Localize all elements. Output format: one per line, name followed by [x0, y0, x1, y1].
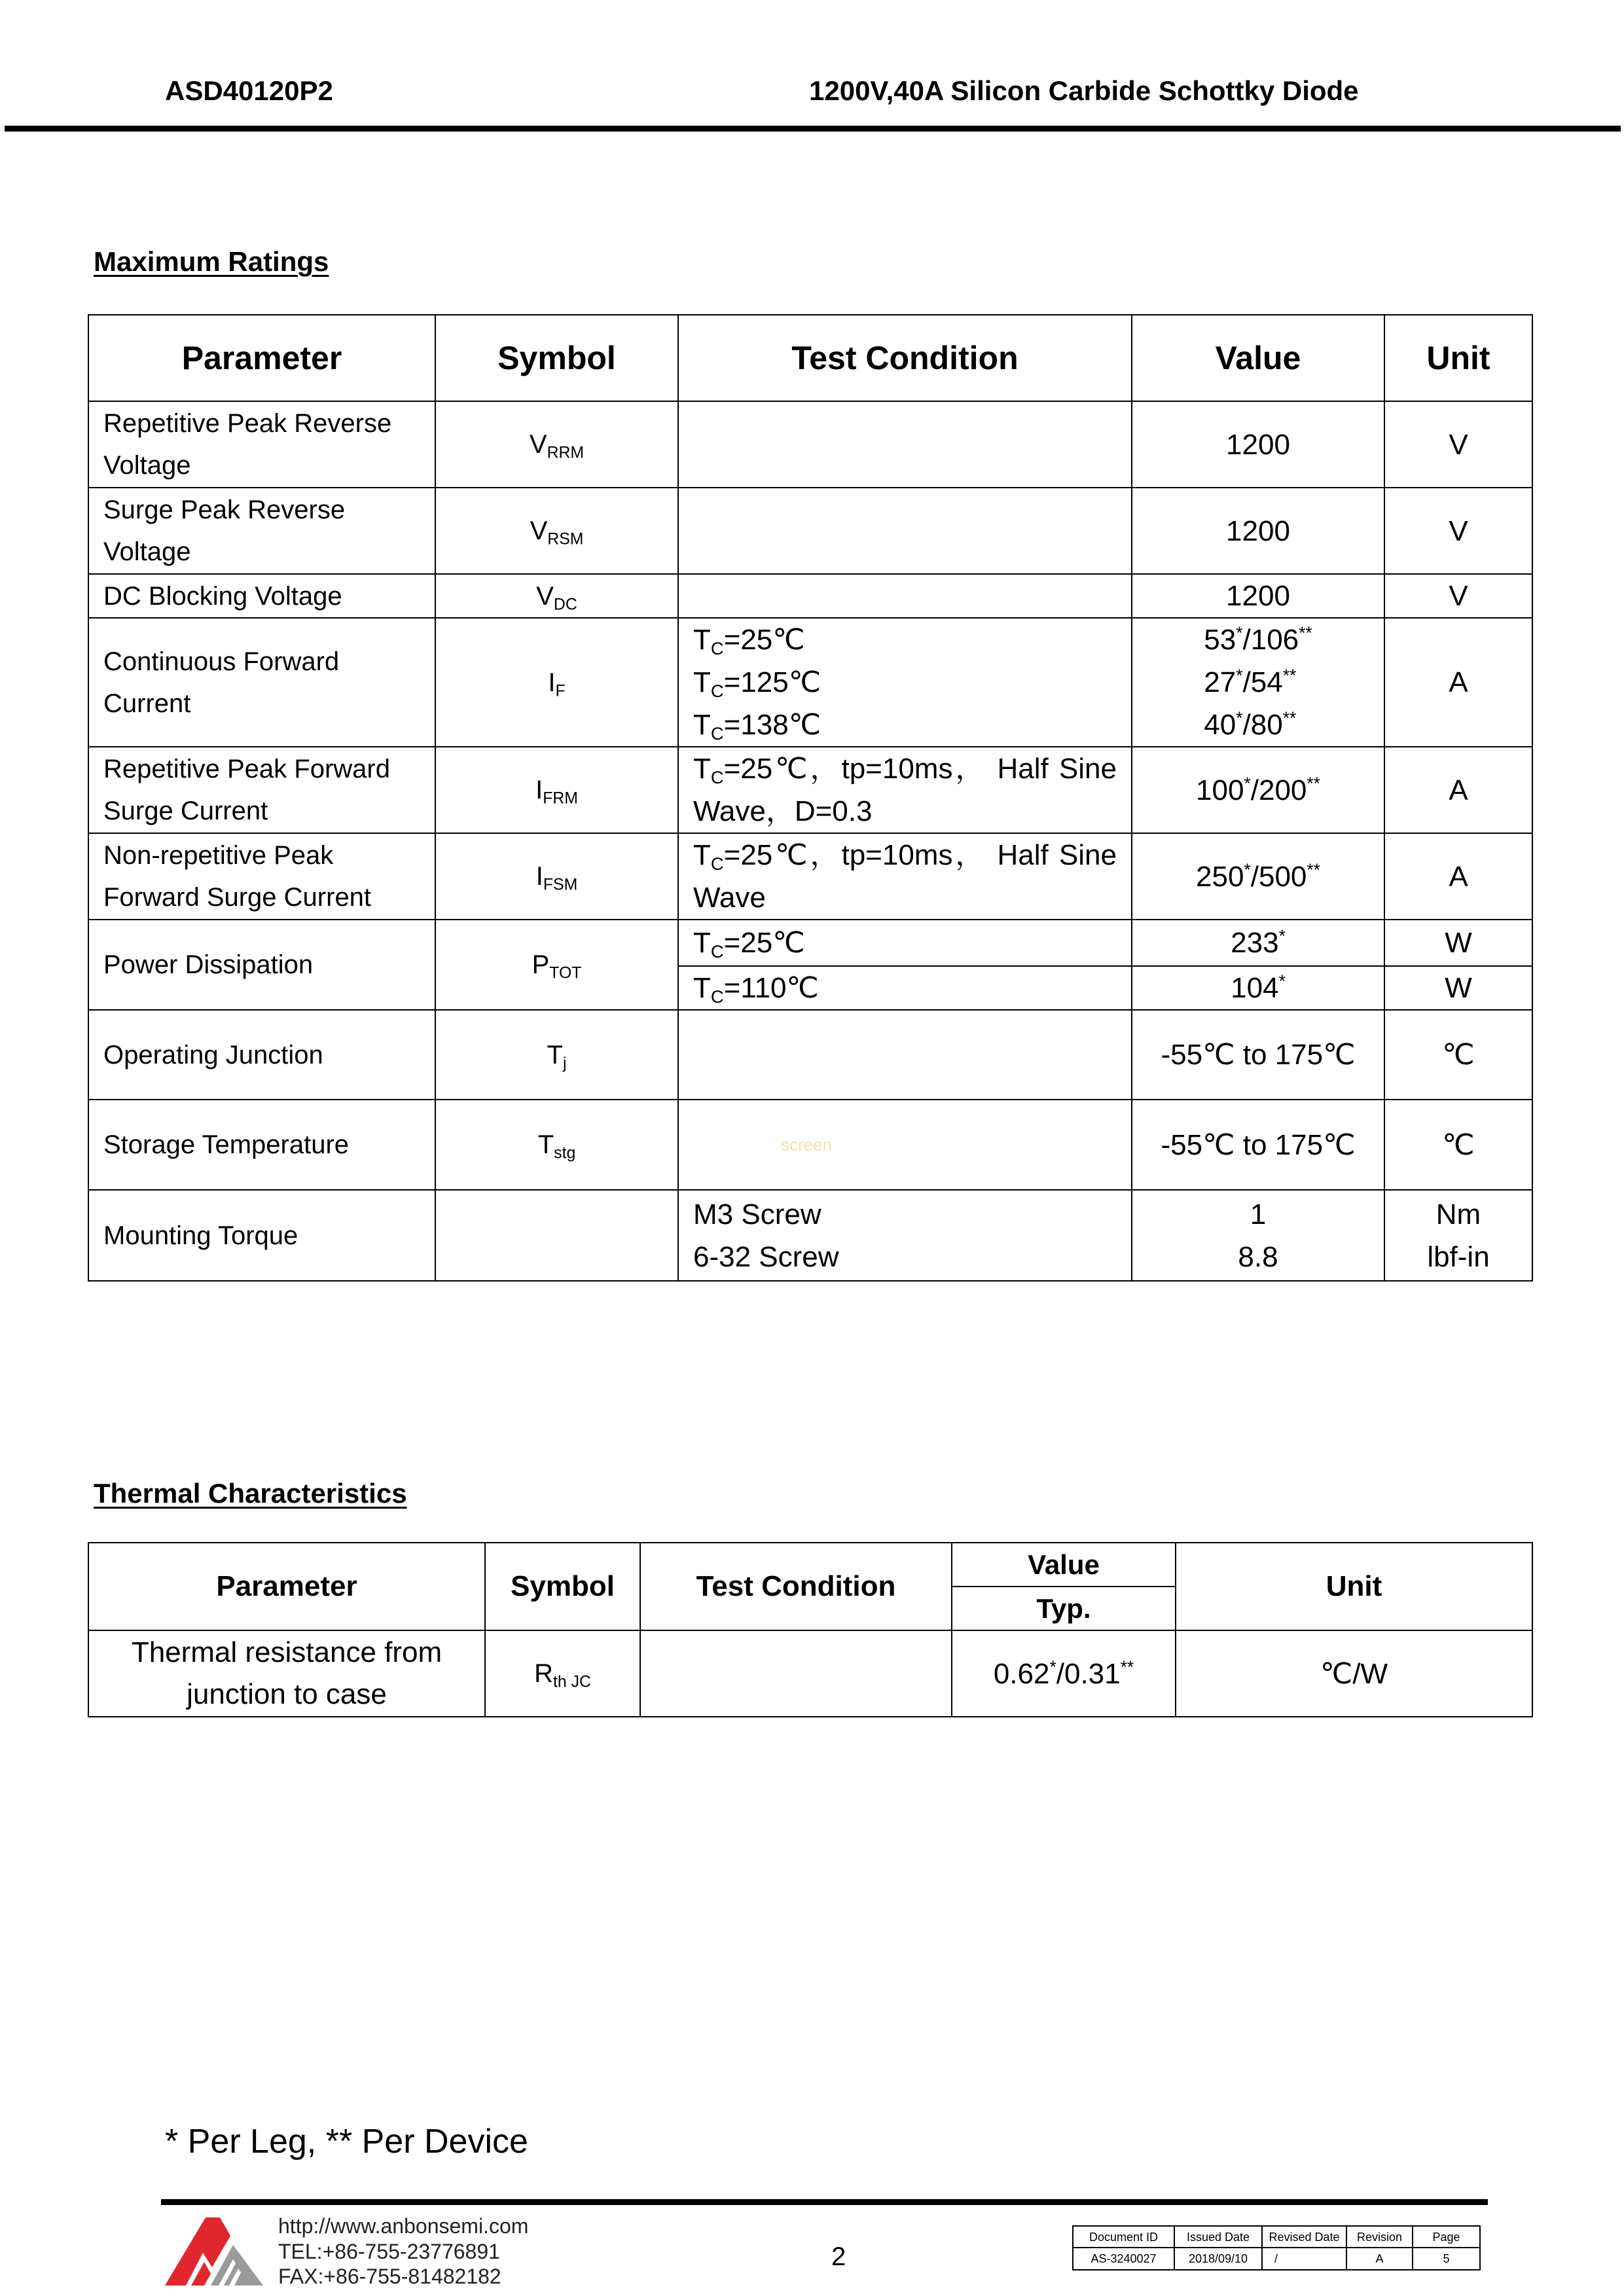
- doc-info-value: AS-3240027: [1073, 2248, 1174, 2270]
- value-cell: [1132, 747, 1384, 833]
- value-text: /200: [1250, 774, 1307, 806]
- condition-text: =25℃，tp=10ms， Half Sine: [723, 839, 1117, 871]
- footer-rule: [161, 2199, 1488, 2205]
- condition-line: 6-32 Screw: [693, 1240, 839, 1273]
- symbol-cell: [435, 1010, 678, 1100]
- symbol-subscript: FRM: [543, 789, 578, 808]
- parameter-text: Forward Surge Current: [103, 883, 372, 912]
- value-cell: -55℃ to 175℃: [1132, 1100, 1384, 1190]
- part-number: ASD40120P2: [165, 75, 333, 106]
- doc-info-value: /: [1262, 2248, 1346, 2270]
- condition-line: [693, 876, 1117, 919]
- unit-cell: V: [1384, 574, 1532, 618]
- condition-subscript: C: [710, 723, 724, 744]
- condition-line: M3 Screw: [693, 1198, 821, 1230]
- table-row: [88, 618, 1532, 747]
- parameter-text: Operating Junction: [103, 1040, 323, 1069]
- table-row: [88, 747, 1532, 833]
- value-text: 250: [1196, 860, 1244, 893]
- value-text: 40: [1204, 709, 1236, 741]
- condition-text: =125℃: [723, 666, 821, 698]
- condition-cell: [678, 1190, 1132, 1281]
- anbon-logo-icon: [165, 2216, 263, 2286]
- unit-cell: [1384, 1190, 1532, 1281]
- condition-cell: [678, 574, 1132, 618]
- condition-subscript: C: [710, 853, 724, 874]
- symbol-main: V: [529, 430, 547, 459]
- doc-info-value-row: [1073, 2248, 1480, 2270]
- value-text: 100: [1196, 774, 1244, 806]
- value-text: /500: [1250, 860, 1307, 893]
- parameter-text: Continuous Forward: [103, 647, 340, 676]
- parameter-cell: [88, 618, 435, 747]
- value-cell: -55℃ to 175℃: [1132, 1010, 1384, 1100]
- parameter-text: Storage Temperature: [103, 1130, 350, 1159]
- symbol-subscript: RRM: [547, 444, 585, 462]
- value-note-mark: *: [1244, 773, 1251, 793]
- table-row: [88, 833, 1532, 920]
- parameter-text: Thermal resistance from: [131, 1636, 442, 1668]
- unit-cell: ℃: [1384, 1010, 1532, 1100]
- parameter-cell: [88, 1010, 435, 1100]
- doc-info-header: Revision: [1346, 2226, 1413, 2248]
- doc-info-value: 5: [1413, 2248, 1480, 2270]
- value-note-mark: *: [1278, 971, 1286, 992]
- symbol-subscript: FSM: [543, 876, 578, 894]
- doc-info-header: Revised Date: [1262, 2226, 1346, 2248]
- col-header-symbol: Symbol: [435, 315, 678, 401]
- symbol-cell: [435, 1190, 678, 1281]
- unit-cell: V: [1384, 488, 1532, 574]
- unit-cell: A: [1384, 618, 1532, 747]
- symbol-subscript: th JC: [553, 1673, 591, 1691]
- condition-cell: [678, 618, 1132, 747]
- condition-cell: [678, 1100, 1132, 1190]
- condition-cell: [678, 920, 1132, 966]
- symbol-subscript: TOT: [549, 964, 582, 982]
- table-row: [88, 1190, 1532, 1281]
- table-row: [88, 920, 1532, 966]
- condition-subscript: C: [710, 986, 724, 1007]
- symbol-cell: [485, 1630, 640, 1717]
- value-note-mark: *: [1236, 666, 1243, 686]
- doc-info-header: Document ID: [1073, 2226, 1174, 2248]
- value-note-mark: *: [1049, 1657, 1056, 1677]
- value-text: 27: [1204, 666, 1236, 698]
- telephone-text: TEL:+86-755-23776891: [278, 2239, 500, 2263]
- header-rule: [5, 126, 1621, 132]
- value-text: 53: [1204, 624, 1236, 656]
- value-cell: [1132, 920, 1384, 966]
- col-header-unit: Unit: [1384, 315, 1532, 401]
- col-header-symbol: Symbol: [485, 1543, 640, 1630]
- table-header-row: [88, 1543, 1532, 1587]
- maximum-ratings-table: [88, 314, 1533, 1282]
- value-line: 1: [1250, 1198, 1267, 1230]
- value-note-mark: *: [1236, 708, 1243, 728]
- value-text: 0.62: [993, 1657, 1050, 1690]
- table-header-row: [88, 315, 1532, 401]
- parameter-cell: [88, 401, 435, 488]
- col-header-typical: Typ.: [952, 1587, 1176, 1630]
- value-line: [1204, 619, 1312, 661]
- symbol-cell: [435, 920, 678, 1010]
- condition-subscript: C: [710, 941, 724, 962]
- table-row: [88, 574, 1532, 618]
- parameter-text: junction to case: [187, 1678, 387, 1710]
- table-row: [88, 1100, 1532, 1190]
- parameter-text: Mounting Torque: [103, 1221, 298, 1250]
- watermark-text: screen: [781, 1134, 833, 1155]
- condition-cell: [678, 966, 1132, 1010]
- parameter-text: Repetitive Peak Forward: [103, 755, 390, 783]
- symbol-cell: [435, 747, 678, 833]
- section-title-maximum-ratings: Maximum Ratings: [94, 246, 329, 277]
- unit-cell: ℃: [1384, 1100, 1532, 1190]
- table-row: [88, 1630, 1532, 1717]
- parameter-text: Power Dissipation: [103, 950, 314, 979]
- value-text: /106: [1242, 624, 1299, 656]
- col-header-test-condition: Test Condition: [640, 1543, 952, 1630]
- value-text: /80: [1242, 709, 1283, 741]
- unit-cell: W: [1384, 966, 1532, 1010]
- symbol-main: I: [535, 776, 543, 804]
- contact-block: [278, 2214, 528, 2289]
- parameter-text: Voltage: [103, 451, 191, 480]
- doc-info-value: A: [1346, 2248, 1413, 2270]
- value-note-mark: *: [1236, 623, 1243, 643]
- value-text: 104: [1231, 972, 1279, 1004]
- document-info-table: [1072, 2225, 1481, 2270]
- table-row: [88, 401, 1532, 488]
- document-title: 1200V,40A Silicon Carbide Schottky Diode: [809, 75, 1359, 106]
- condition-line: [693, 747, 1117, 790]
- symbol-main: I: [535, 862, 543, 891]
- condition-line: [693, 704, 1117, 746]
- condition-symbol: T: [693, 753, 711, 785]
- symbol-main: P: [532, 950, 550, 979]
- parameter-text: Current: [103, 689, 191, 718]
- thermal-characteristics-table: [88, 1542, 1533, 1717]
- value-line: [1204, 661, 1312, 704]
- symbol-main: R: [534, 1659, 553, 1688]
- symbol-cell: [435, 401, 678, 488]
- parameter-cell: [88, 1190, 435, 1281]
- condition-line: [693, 790, 1117, 833]
- table-row: [88, 1010, 1532, 1100]
- value-note-mark: **: [1307, 859, 1320, 880]
- col-header-test-condition: Test Condition: [678, 315, 1132, 401]
- condition-symbol: T: [693, 624, 711, 656]
- condition-text: Wave，D=0.3: [693, 795, 873, 827]
- condition-text: Wave: [693, 882, 766, 914]
- condition-symbol: T: [693, 709, 711, 741]
- parameter-cell: [88, 747, 435, 833]
- symbol-cell: [435, 574, 678, 618]
- doc-info-header: Page: [1413, 2226, 1480, 2248]
- value-cell: [1132, 1190, 1384, 1281]
- value-cell: [1132, 833, 1384, 920]
- value-note-mark: **: [1307, 773, 1320, 793]
- symbol-main: T: [537, 1130, 554, 1159]
- unit-line: Nm: [1435, 1198, 1481, 1230]
- condition-line: [693, 661, 1117, 704]
- col-header-value: Value: [952, 1543, 1176, 1587]
- value-cell: [1132, 618, 1384, 747]
- value-line: [1204, 704, 1312, 746]
- value-cell: [952, 1630, 1176, 1717]
- value-block: [1204, 619, 1312, 746]
- condition-cell: [678, 401, 1132, 488]
- value-note-mark: *: [1244, 859, 1251, 880]
- unit-cell: W: [1384, 920, 1532, 966]
- fax-text: FAX:+86-755-81482182: [278, 2265, 501, 2288]
- condition-subscript: C: [710, 767, 724, 788]
- value-text: /54: [1242, 666, 1283, 698]
- parameter-cell: [88, 920, 435, 1010]
- unit-cell: A: [1384, 747, 1532, 833]
- unit-cell: A: [1384, 833, 1532, 920]
- col-header-parameter: Parameter: [88, 1543, 485, 1630]
- symbol-cell: [435, 1100, 678, 1190]
- parameter-text: Surge Current: [103, 797, 268, 825]
- symbol-cell: [435, 488, 678, 574]
- parameter-cell: [88, 833, 435, 920]
- condition-text: =138℃: [723, 709, 821, 741]
- value-note-mark: *: [1278, 926, 1286, 946]
- value-note-mark: **: [1299, 623, 1312, 643]
- symbol-cell: [435, 618, 678, 747]
- col-header-unit: Unit: [1176, 1543, 1532, 1630]
- parameter-text: Repetitive Peak Reverse: [103, 409, 392, 438]
- value-text: 233: [1231, 927, 1279, 959]
- condition-subscript: C: [710, 638, 724, 659]
- value-cell: 1200: [1132, 574, 1384, 618]
- parameter-text: DC Blocking Voltage: [103, 581, 342, 611]
- website-text: http://www.anbonsemi.com: [278, 2214, 529, 2238]
- value-note-mark: **: [1282, 666, 1297, 686]
- parameter-text: Surge Peak Reverse: [103, 495, 346, 524]
- value-cell: 1200: [1132, 401, 1384, 488]
- symbol-subscript: j: [562, 1054, 567, 1072]
- symbol-subscript: DC: [553, 595, 577, 613]
- table-row: [88, 488, 1532, 574]
- condition-cell: [678, 833, 1132, 920]
- condition-text: =25℃: [723, 624, 805, 656]
- symbol-subscript: stg: [554, 1144, 576, 1162]
- unit-line: lbf-in: [1427, 1240, 1490, 1273]
- condition-text: =25℃: [723, 927, 805, 959]
- condition-symbol: T: [693, 972, 711, 1004]
- parameter-cell: [88, 1630, 485, 1717]
- footnote: * Per Leg, ** Per Device: [165, 2123, 528, 2161]
- col-header-parameter: Parameter: [88, 315, 435, 401]
- condition-cell: [678, 1010, 1132, 1100]
- parameter-cell: [88, 574, 435, 618]
- unit-cell: ℃/W: [1176, 1630, 1532, 1717]
- value-cell: 1200: [1132, 488, 1384, 574]
- parameter-text: Voltage: [103, 537, 191, 566]
- condition-line: [693, 619, 1117, 661]
- value-cell: [1132, 966, 1384, 1010]
- symbol-subscript: RSM: [547, 530, 584, 548]
- condition-cell: [678, 747, 1132, 833]
- parameter-cell: [88, 488, 435, 574]
- symbol-main: I: [548, 668, 556, 697]
- symbol-main: T: [547, 1040, 563, 1069]
- condition-text: =25℃，tp=10ms， Half Sine: [723, 753, 1117, 785]
- value-line: 8.8: [1238, 1240, 1278, 1273]
- symbol-main: V: [536, 581, 554, 611]
- doc-info-header-row: [1073, 2226, 1480, 2248]
- condition-line: [693, 834, 1117, 876]
- condition-text: =110℃: [723, 972, 819, 1004]
- condition-symbol: T: [693, 666, 711, 698]
- condition-cell: [678, 488, 1132, 574]
- value-text: /0.31: [1056, 1657, 1121, 1690]
- condition-symbol: T: [693, 839, 711, 871]
- unit-cell: V: [1384, 401, 1532, 488]
- doc-info-header: Issued Date: [1174, 2226, 1262, 2248]
- doc-info-value: 2018/09/10: [1174, 2248, 1262, 2270]
- symbol-main: V: [530, 516, 548, 545]
- value-note-mark: **: [1120, 1657, 1134, 1677]
- condition-subscript: C: [710, 681, 724, 702]
- col-header-value: Value: [1132, 315, 1384, 401]
- section-title-thermal-characteristics: Thermal Characteristics: [94, 1478, 407, 1509]
- condition-symbol: T: [693, 927, 711, 959]
- value-note-mark: **: [1282, 708, 1297, 728]
- symbol-cell: [435, 833, 678, 920]
- condition-cell: [640, 1630, 952, 1717]
- parameter-cell: [88, 1100, 435, 1190]
- page-number: 2: [831, 2242, 846, 2271]
- symbol-subscript: F: [555, 681, 566, 700]
- parameter-text: Non-repetitive Peak: [103, 841, 334, 870]
